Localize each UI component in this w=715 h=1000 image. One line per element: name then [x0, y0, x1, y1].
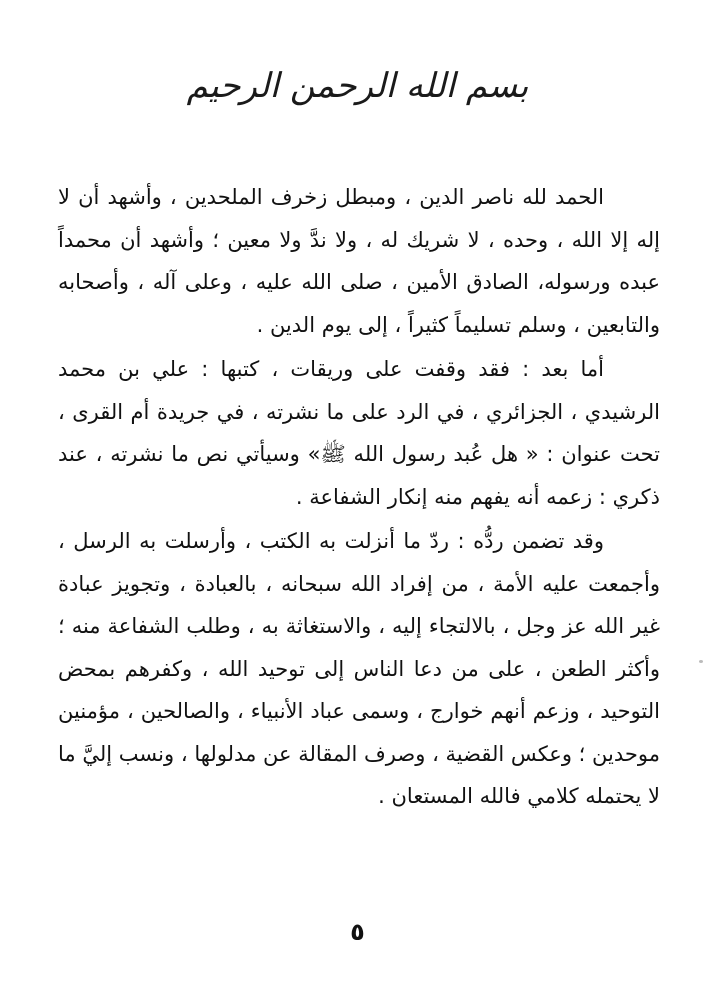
scan-speck [699, 660, 703, 663]
body-text [58, 176, 660, 818]
basmala-heading: بسم الله الرحمن الرحيم [186, 66, 529, 106]
paragraph-opening: الحمد لله ناصر الدين ، ومبطل زخرف الملحدين ، وأشهد أن لا إله إلا الله ، وحده ، لا شريك له ، ولا ندَّ ولا معين ؛ وأشهد أن محمداً عبده ورسوله، الصادق الأمين ، صلى الله عليه ، وعلى آله ، وأصحابه والتابعين ، وسلم تسليماً كثيراً ، إلى يوم الدين . [58, 185, 660, 337]
paragraph-refutation: وقد تضمن ردُّه : ردّ ما أنزلت به الكتب ، وأرسلت به الرسل ، وأجمعت عليه الأمة ، من إفراد الله سبحانه ، بالعبادة ، وتجويز عبادة غير الله عز وجل ، بالالتجاء إليه ، والاستغاثة به ، وطلب الشفاعة منه ؛ وأكثر الطعن ، على من دعا الناس إلى توحيد الله ، وكفرهم بمحض التوحيد ، وزعم أنهم خوارج ، وسمى عباد الأنبياء ، والصالحين ، مؤمنين موحدين ؛ وعكس القضية ، وصرف المقالة عن مدلولها ، ونسب إليَّ ما لا يحتمله كلامي فالله المستعان . [58, 529, 660, 808]
page-number: ٥ [350, 918, 365, 946]
paragraph-amma-bad: أما بعد : فقد وقفت على وريقات ، كتبها : علي بن محمد الرشيدي ، الجزائري ، في الرد على ما نشرته ، في جريدة أم القرى ، تحت عنوان : « هل عُبد رسول الله ﷺ» وسيأتي نص ما نشرته ، عند ذكري : زعمه أنه يفهم منه إنكار الشفاعة . [58, 357, 660, 509]
